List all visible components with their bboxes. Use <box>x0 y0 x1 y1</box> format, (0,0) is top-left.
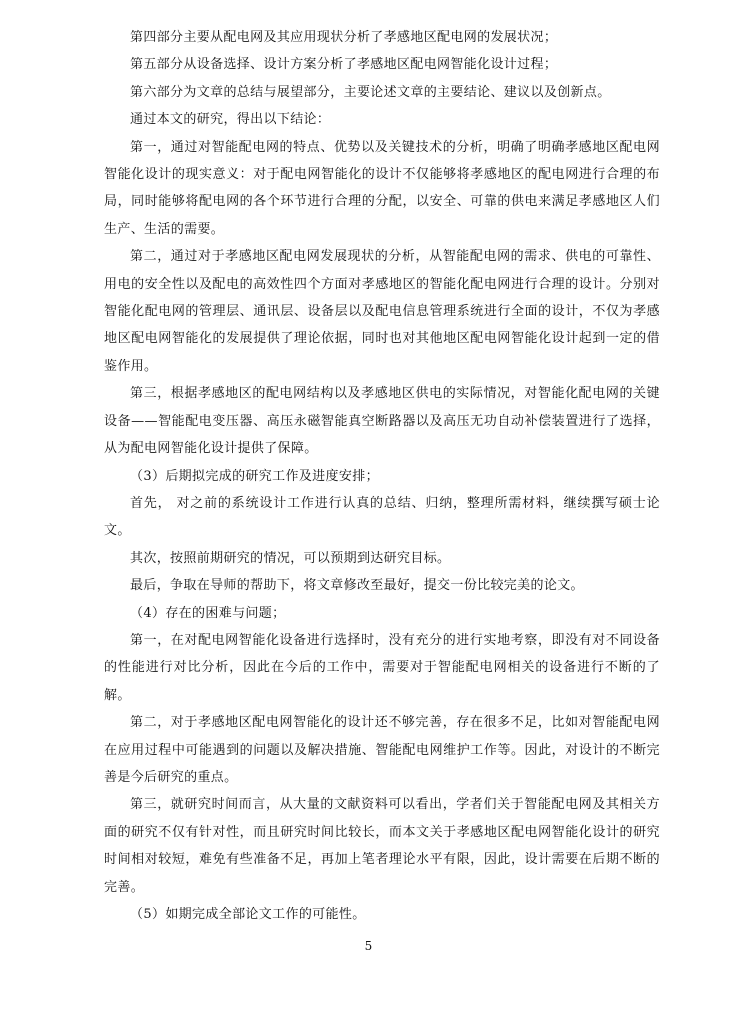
section-heading-schedule: （3）后期拟完成的研究工作及进度安排； <box>130 468 379 484</box>
page-number: 5 <box>364 939 373 953</box>
paragraph-part-four: 第四部分主要从配电网及其应用现状分析了孝感地区配电网的发展状况； <box>130 30 558 45</box>
document-page <box>104 24 660 928</box>
paragraph-part-five: 第五部分从设备选择、设计方案分析了孝感地区配电网智能化设计过程； <box>130 57 558 73</box>
paragraph-schedule-second: 其次，按照前期研究的情况，可以预期到达研究目标。 <box>130 550 451 566</box>
paragraph-schedule-first: 首先， 对之前的系统设计工作进行认真的总结、归纳，整理所需材料，继续撰写硕士论文。 <box>104 495 660 539</box>
paragraph-part-six: 第六部分为文章的总结与展望部分，主要论述文章的主要结论、建议以及创新点。 <box>130 84 611 100</box>
paragraph-conclusions-intro: 通过本文的研究，得出以下结论： <box>130 112 331 128</box>
paragraph-conclusion-third: 第三，根据孝感地区的配电网结构以及孝感地区供电的实际情况，对智能化配电网的关键设备——智能配电变压器、高压永磁智能真空断路器以及高压无功自动补偿装置进行了选择，从为配电网智能化设计提供了保障。 <box>104 386 660 457</box>
paragraph-schedule-last: 最后，争取在导师的帮助下，将文章修改至最好，提交一份比较完美的论文。 <box>130 578 584 594</box>
paragraph-difficulty-third: 第三，就研究时间而言，从大量的文献资料可以看出，学者们关于智能配电网及其相关方面的研究不仅有针对性，而且研究时间比较长，而本文关于孝感地区配电网智能化设计的研究时间相对较短，难免有些准备不足，再加上笔者理论水平有限，因此，设计需要在后期不断的完善。 <box>104 797 660 895</box>
paragraph-conclusion-first: 第一，通过对智能配电网的特点、优势以及关键技术的分析，明确了明确孝感地区配电网智能化设计的现实意义：对于配电网智能化的设计不仅能够将孝感地区的配电网进行合理的布局，同时能够将配电网的各个环节进行合理的分配，以安全、可靠的供电来满足孝感地区人们生产、生活的需要。 <box>104 139 660 237</box>
paragraph-difficulty-second: 第二，对于孝感地区配电网智能化的设计还不够完善，存在很多不足，比如对智能配电网在应用过程中可能遇到的问题以及解决措施、智能配电网维护工作等。因此，对设计的不断完善是今后研究的重点。 <box>104 715 660 785</box>
paragraph-difficulty-first: 第一，在对配电网智能化设备进行选择时，没有充分的进行实地考察，即没有对不同设备的性能进行对比分析，因此在今后的工作中，需要对于智能配电网相关的设备进行不断的了解。 <box>104 632 660 703</box>
paragraph-conclusion-second: 第二，通过对于孝感地区配电网发展现状的分析，从智能配电网的需求、供电的可靠性、用电的安全性以及配电的高效性四个方面对孝感地区的智能化配电网进行合理的设计。分别对智能化配电网的管理层、通讯层、设备层以及配电信息管理系统进行全面的设计，不仅为孝感地区配电网智能化的发展提供了理论依据，同时也对其他地区配电网智能化设计起到一定的借鉴作用。 <box>104 249 660 374</box>
section-heading-difficulties: （4）存在的困难与问题； <box>130 605 286 621</box>
section-heading-feasibility: （5）如期完成全部论文工作的可能性。 <box>130 907 366 922</box>
